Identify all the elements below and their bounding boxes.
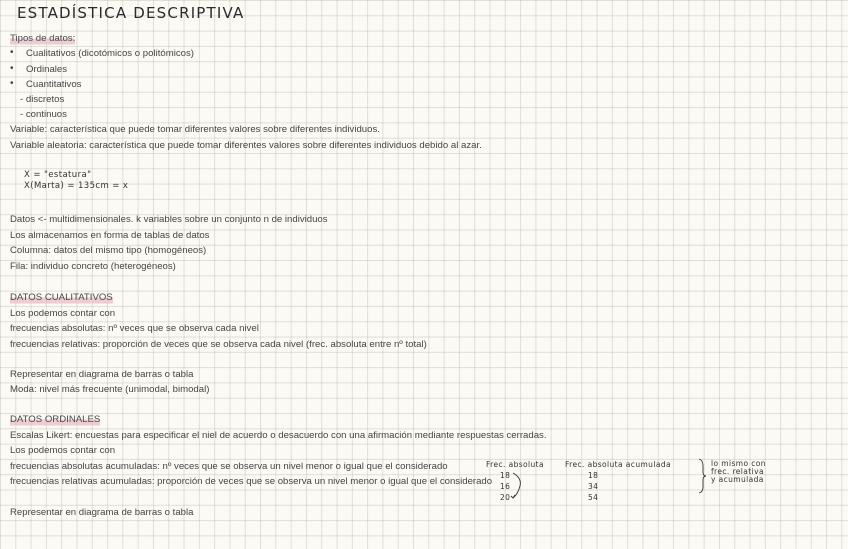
side-note-line: y acumulada xyxy=(711,475,764,484)
freq-acc-value: 18 xyxy=(588,471,599,480)
datos-line: Fila: individuo concreto (heterogéneos) xyxy=(10,261,176,272)
example-line: X = "estatura" xyxy=(24,170,92,180)
ordinales-line: frecuencias relativas acumuladas: proporción de veces que se observa un nivel menor o igual que el considerado xyxy=(10,476,493,487)
example-line: X(Marta) = 135cm = x xyxy=(24,181,129,191)
freq-acc-header: Frec. absoluta acumulada xyxy=(565,460,671,469)
freq-abs-value: 20 xyxy=(500,493,511,502)
ordinales-footer: Representar en diagrama de barras o tabla xyxy=(10,507,194,518)
freq-acc-value: 34 xyxy=(588,482,599,491)
ordinales-line: Escalas Likert: encuestas para especificar el niel de acuerdo o desacuerdo con una afirmación mediante respuestas cerradas. xyxy=(10,430,547,441)
freq-abs-header: Frec. absoluta xyxy=(486,460,545,469)
tipos-heading: Tipos de datos: xyxy=(10,33,76,44)
tipos-sub: - discretos xyxy=(20,94,65,105)
cualitativos-line: frecuencias relativas: proporción de veces que se observa cada nivel (frec. absoluta entre nº total) xyxy=(10,339,427,350)
bullet-icon: • xyxy=(10,78,14,89)
cualitativos-line: Los podemos contar con xyxy=(10,308,116,319)
side-note-line: frec. relativa xyxy=(711,467,764,476)
datos-line: Columna: datos del mismo tipo (homogéneos) xyxy=(10,245,207,256)
cualitativos-line: Moda: nivel más frecuente (unimodal, bimodal) xyxy=(10,384,210,395)
tipos-item: Ordinales xyxy=(26,64,68,75)
ordinales-line: frecuencias absolutas acumuladas: nº veces que se observa un nivel menor o igual que el considerado xyxy=(10,461,448,472)
cualitativos-line: Representar en diagrama de barras o tabla xyxy=(10,369,194,380)
tipos-sub: - continuos xyxy=(20,109,67,120)
definition-variable: Variable: característica que puede tomar diferentes valores sobre diferentes individuos. xyxy=(10,124,380,135)
freq-acc-value: 54 xyxy=(588,493,599,502)
datos-line: Los almacenamos en forma de tablas de datos xyxy=(10,230,210,241)
definition-aleatoria: Variable aleatoria: característica que puede tomar diferentes valores sobre diferentes individuos debido al azar. xyxy=(10,140,482,151)
tipos-item: Cuantitativos xyxy=(26,79,82,90)
freq-abs-value: 16 xyxy=(500,482,511,491)
ordinales-line: Los podemos contar con xyxy=(10,445,116,456)
bullet-icon: • xyxy=(10,63,14,74)
cualitativos-heading: DATOS CUALITATIVOS xyxy=(10,292,113,303)
side-note-line: lo mismo con xyxy=(711,459,766,468)
freq-abs-value: 18 xyxy=(500,471,511,480)
datos-line: Datos <- multidimensionales. k variables sobre un conjunto n de individuos xyxy=(10,214,328,225)
page-title: ESTADÍSTICA DESCRIPTIVA xyxy=(17,4,245,22)
accumulate-arrow-icon xyxy=(512,470,524,500)
ordinales-heading: DATOS ORDINALES xyxy=(10,414,101,425)
curly-brace-icon xyxy=(698,458,708,494)
cualitativos-line: frecuencias absolutas: nº veces que se observa cada nivel xyxy=(10,323,259,334)
tipos-item: Cualitativos (dicotómicos o politómicos) xyxy=(26,48,194,59)
bullet-icon: • xyxy=(10,47,14,58)
